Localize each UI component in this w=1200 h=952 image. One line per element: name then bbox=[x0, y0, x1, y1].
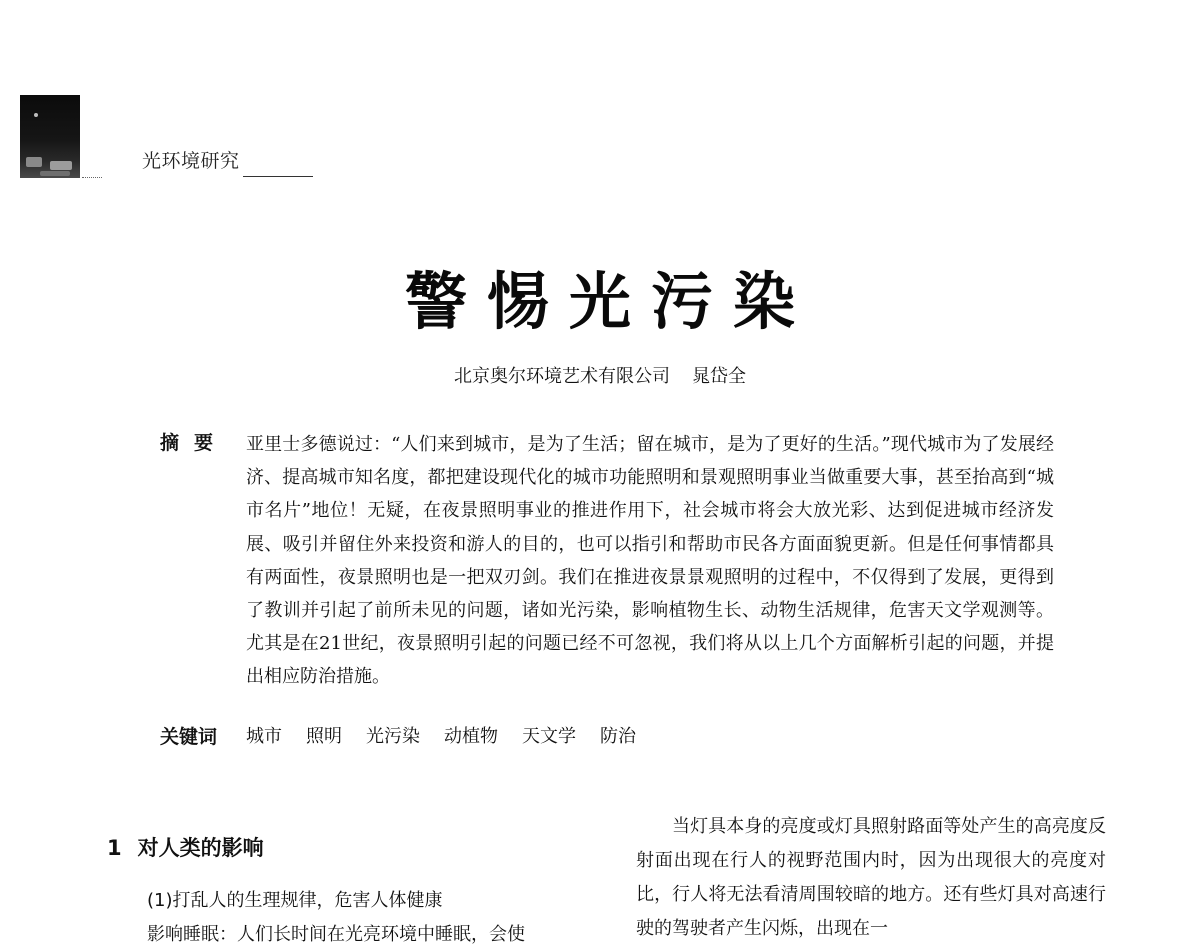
keyword: 城市 bbox=[246, 726, 282, 747]
header-dotted-rule bbox=[82, 177, 102, 178]
keywords-label: 关键词 bbox=[160, 726, 218, 748]
keyword: 天文学 bbox=[522, 726, 576, 747]
body-paragraph: 当灯具本身的亮度或灯具照射路面等处产生的高亮度反射面出现在行人的视野范围内时，因为出现很大的亮度对比，行人将无法看清周围较暗的地方。还有些灯具对高速行驶的驾驶者产生闪烁，出现在一 bbox=[636, 816, 1106, 939]
body-line: (1)打乱人的生理规律，危害人体健康 bbox=[147, 890, 443, 911]
photo-detail bbox=[40, 171, 70, 176]
affiliation: 北京奥尔环境艺术有限公司 bbox=[454, 366, 670, 387]
keyword: 动植物 bbox=[444, 726, 498, 747]
header-rule bbox=[243, 176, 313, 177]
section-number: 1 bbox=[107, 836, 122, 860]
abstract-label: 摘要 bbox=[160, 432, 229, 454]
photo-detail bbox=[50, 161, 72, 170]
section-heading bbox=[107, 832, 264, 862]
keywords-list bbox=[246, 722, 636, 748]
article-title: 警惕光污染 bbox=[404, 265, 815, 338]
left-column bbox=[147, 884, 587, 952]
section-title: 对人类的影响 bbox=[137, 836, 264, 860]
keyword: 光污染 bbox=[366, 726, 420, 747]
photo-detail bbox=[26, 157, 42, 167]
abstract-text: 亚里士多德说过：“人们来到城市，是为了生活；留在城市，是为了更好的生活。”现代城市为了发展经济、提高城市知名度，都把建设现代化的城市功能照明和景观照明事业当做重要大事，甚至抬高到“城市名片”地位！无疑，在夜景照明事业的推进作用下，社会城市将会大放光彩、达到促进城市经济发展、吸引并留住外来投资和游人的目的，也可以指引和帮助市民各方面面貌更新。但是任何事情都具有两面性，夜景照明也是一把双刃剑。我们在推进夜景景观照明的过程中，不仅得到了发展，更得到了教训并引起了前所未见的问题，诸如光污染，影响植物生长、动物生活规律，危害天文学观测等。尤其是在21世纪，夜景照明引起的问题已经不可忽视，我们将从以上几个方面解析引起的问题，并提出相应防治措施。 bbox=[246, 434, 1054, 688]
keyword: 防治 bbox=[600, 726, 636, 747]
photo-detail bbox=[34, 113, 38, 117]
byline bbox=[0, 362, 1200, 388]
keyword: 照明 bbox=[306, 726, 342, 747]
author-name: 晁岱全 bbox=[692, 366, 746, 387]
body-line: 影响睡眠：人们长时间在光亮环境中睡眠，会使 bbox=[147, 924, 525, 945]
corner-photo bbox=[20, 95, 80, 178]
right-column bbox=[636, 810, 1106, 946]
journal-section-label: 光环境研究 bbox=[142, 150, 240, 172]
